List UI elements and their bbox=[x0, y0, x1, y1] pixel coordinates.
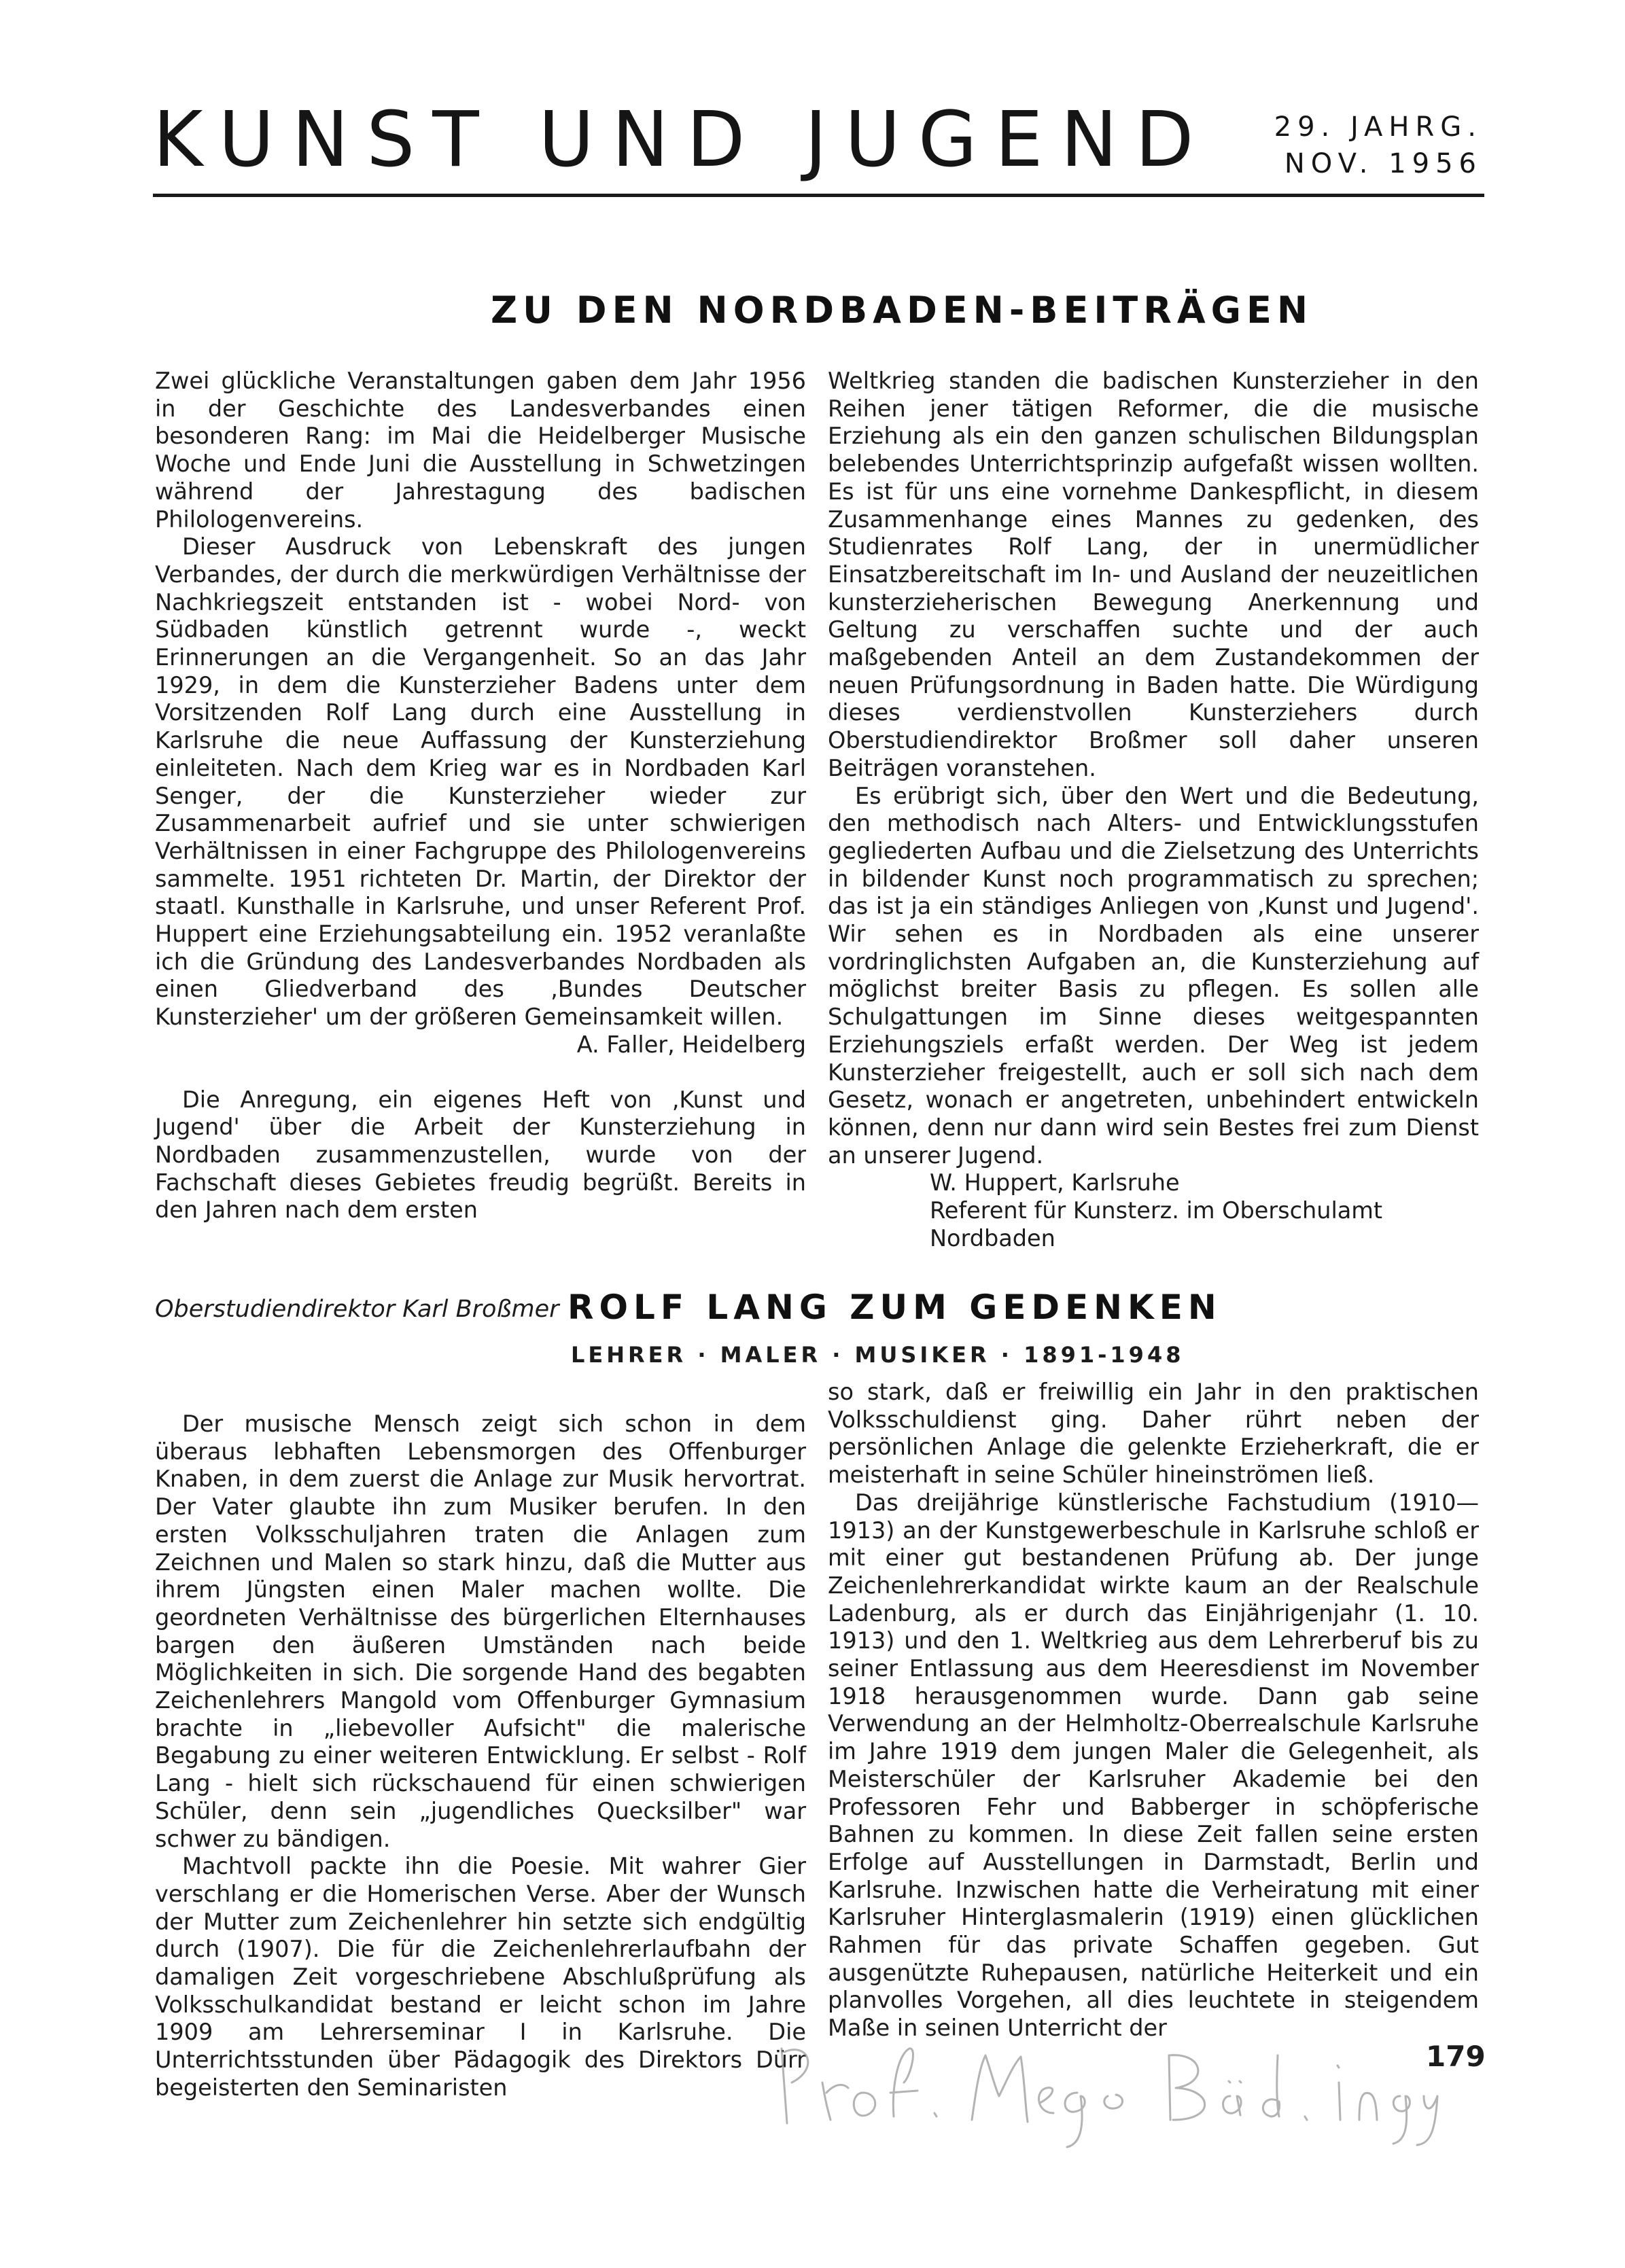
article1-signature-huppert: W. Huppert, Karlsruhe bbox=[930, 1169, 1180, 1197]
handwritten-pencil-note bbox=[768, 2028, 1448, 2164]
article1-headline: ZU DEN NORDBADEN-BEITRÄGEN bbox=[491, 289, 1314, 332]
article1-signature-row bbox=[155, 1031, 806, 1059]
masthead-title: KUNST UND JUGEND bbox=[153, 96, 1212, 184]
article2-left-column bbox=[155, 1411, 806, 2102]
article1-paragraph: Es erübrigt sich, über den Wert und die Bedeutung, den methodisch nach Alters- und Entwicklungsstufen gegliederten Aufbau und die Zielsetzung des Unterrichts in bildender Kunst noch programmatisch zu sprechen; das ist ja ein ständiges Anliegen von ‚Kunst und Jugend'. Wir sehen es in Nordbaden als eine unserer vordringlichsten Aufgaben an, die Kunsterziehung auf möglichst breiter Basis zu pflegen. Es sollen alle Schulgattungen im Sinne dieses weitgespannten Erziehungsziels erfaßt werden. Der Weg ist jedem Kunsterzieher freigestellt, auch er soll sich nach dem Gesetz, wonach er angetreten, unbehindert entwickeln können, denn nur dann wird sein Bestes frei zum Dienst an unserer Jugend. bbox=[828, 782, 1479, 1169]
article1-signature-role: Referent für Kunsterz. im Oberschulamt Nordbaden bbox=[930, 1197, 1383, 1252]
article1-signature-faller: A. Faller, Heidelberg bbox=[576, 1031, 806, 1058]
article1-paragraph: Die Anregung, ein eigenes Heft von ‚Kunst und Jugend' über die Arbeit der Kunsterziehung in Nordbaden zusammenzustellen, wurde von der Fachschaft dieses Gebietes freudig begrüßt. Bereits in den Jahren nach dem ersten bbox=[155, 1086, 806, 1224]
article2-paragraph: Das dreijährige künstlerische Fachstudium (1910—1913) an der Kunstgewerbeschule in Karlsruhe schloß er mit einer gut bestandenen Prüfung ab. Der junge Zeichenlehrerkandidat wirkte kaum an der Realschule Ladenburg, als er durch das Einjährigenjahr (1. 10. 1913) und den 1. Weltkrieg aus dem Lehrerberuf bis zu seiner Entlassung aus dem Heeresdienst im November 1918 herausgenommen wurde. Dann gab seine Verwendung an der Helmholtz-Oberrealschule Karlsruhe im Jahre 1919 dem jungen Maler die Gelegenheit, als Meisterschüler der Karlsruher Akademie bei den Professoren Fehr und Babberger in schöpferische Bahnen zu kommen. In diese Zeit fallen seine ersten Erfolge auf Ausstellungen in Darmstadt, Berlin und Karlsruhe. Inzwischen hatte die Verheiratung mit einer Karlsruher Hinterglasmalerin (1919) einen glücklichen Rahmen für das private Schaffen gegeben. Gut ausgenützte Ruhepausen, natürliche Heiterkeit und ein planvolles Vorgehen, all dies leuchtete in steigendem Maße in seinen Unterricht der bbox=[828, 1489, 1479, 2042]
article2-headline: ROLF LANG ZUM GEDENKEN bbox=[567, 1288, 1222, 1327]
article2-paragraph: so stark, daß er freiwillig ein Jahr in den praktischen Volksschuldienst ging. Daher rührt neben der persönlichen Anlage die gelenkte Erzieherkraft, die er meisterhaft in seine Schüler hineinströmen ließ. bbox=[828, 1379, 1479, 1489]
masthead-date: NOV. 1956 bbox=[1284, 148, 1482, 179]
article1-left-column bbox=[155, 368, 806, 1224]
masthead-rule bbox=[153, 194, 1484, 197]
article2-author-note: Oberstudiendirektor Karl Broßmer bbox=[155, 1296, 559, 1323]
article2-subhead: LEHRER · MALER · MUSIKER · 1891-1948 bbox=[571, 1342, 1185, 1368]
masthead-issue bbox=[1274, 109, 1482, 182]
article1-paragraph: Zwei glückliche Veranstaltungen gaben dem Jahr 1956 in der Geschichte des Landesverbandes einen besonderen Rang: im Mai die Heidelberger Musische Woche und Ende Juni die Ausstellung in Schwetzingen während der Jahrestagung des badischen Philologenvereins. bbox=[155, 368, 806, 533]
article2-paragraph: Machtvoll packte ihn die Poesie. Mit wahrer Gier verschlang er die Homerischen Verse. Aber der Wunsch der Mutter zum Zeichenlehrer hin setzte sich endgültig durch (1907). Die für die Zeichenlehrerlaufbahn der damaligen Zeit vorgeschriebene Abschlußprüfung als Volksschulkandidat bestand er leicht schon im Jahre 1909 am Lehrerseminar I in Karlsruhe. Die Unterrichtsstunden über Pädagogik des Direktors Dürr begeisterten den Seminaristen bbox=[155, 1853, 806, 2101]
article1-right-column bbox=[828, 368, 1479, 1253]
masthead-year: 29. JAHRG. bbox=[1274, 111, 1482, 143]
article1-paragraph: Dieser Ausdruck von Lebenskraft des jungen Verbandes, der durch die merkwürdigen Verhältnisse der Nachkriegszeit entstanden ist - wobei Nord- von Südbaden künstlich getrennt wurde -, weckt Erinnerungen an die Vergangenheit. So an das Jahr 1929, in dem die Kunsterzieher Badens unter dem Vorsitzenden Rolf Lang durch eine Ausstellung in Karlsruhe die neue Auffassung der Kunsterziehung einleiteten. Nach dem Krieg war es in Nordbaden Karl Senger, der die Kunsterzieher wieder zur Zusammenarbeit aufrief und sie unter schwierigen Verhältnissen in einer Fachgruppe des Philologenvereins sammelte. 1951 richteten Dr. Martin, der Direktor der staatl. Kunsthalle in Karlsruhe, und unser Referent Prof. Huppert eine Erziehungsabteilung ein. 1952 veranlaßte ich die Gründung des Landesverbandes Nordbaden als einen Gliedverband des ‚Bundes Deutscher Kunsterzieher' um der größeren Gemeinsamkeit willen. bbox=[155, 533, 806, 1031]
article1-paragraph: Weltkrieg standen die badischen Kunsterzieher in den Reihen jener tätigen Reformer, die die musische Erziehung als ein den ganzen schulischen Bildungsplan belebendes Unterrichtsprinzip aufgefaßt wissen wollten. Es ist für uns eine vornehme Dankespflicht, in diesem Zusammenhange eines Mannes zu gedenken, des Studienrates Rolf Lang, der in unermüdlicher Einsatzbereitschaft im In- und Ausland der neuzeitlichen kunsterzieherischen Bewegung Anerkennung und Geltung zu verschaffen suchte und der auch maßgebenden Anteil an dem Zustandekommen der neuen Prüfungsordnung in Baden hatte. Die Würdigung dieses verdienstvollen Kunsterziehers durch Oberstudiendirektor Broßmer soll daher unseren Beiträgen voranstehen. bbox=[828, 368, 1479, 781]
page-number: 179 bbox=[1426, 2040, 1486, 2073]
article2-paragraph: Der musische Mensch zeigt sich schon in dem überaus lebhaften Lebensmorgen des Offenburger Knaben, in dem zuerst die Anlage zur Musik hervortrat. Der Vater glaubte ihn zum Musiker berufen. In den ersten Volksschuljahren traten die Anlagen zum Zeichnen und Malen so stark hinzu, daß die Mutter aus ihrem Jüngsten einen Maler machen wollte. Die geordneten Verhältnisse des bürgerlichen Elternhauses bargen den äußeren Umständen nach beide Möglichkeiten in sich. Die sorgende Hand des begabten Zeichenlehrers Mangold vom Offenburger Gymnasium brachte in „liebevoller Aufsicht" die malerische Begabung zu einer weiteren Entwicklung. Er selbst - Rolf Lang - hielt sich rückschauend für einen schwierigen Schüler, denn sein „jugendliches Quecksilber" war schwer zu bändigen. bbox=[155, 1411, 806, 1852]
article2-right-column bbox=[828, 1379, 1479, 2042]
